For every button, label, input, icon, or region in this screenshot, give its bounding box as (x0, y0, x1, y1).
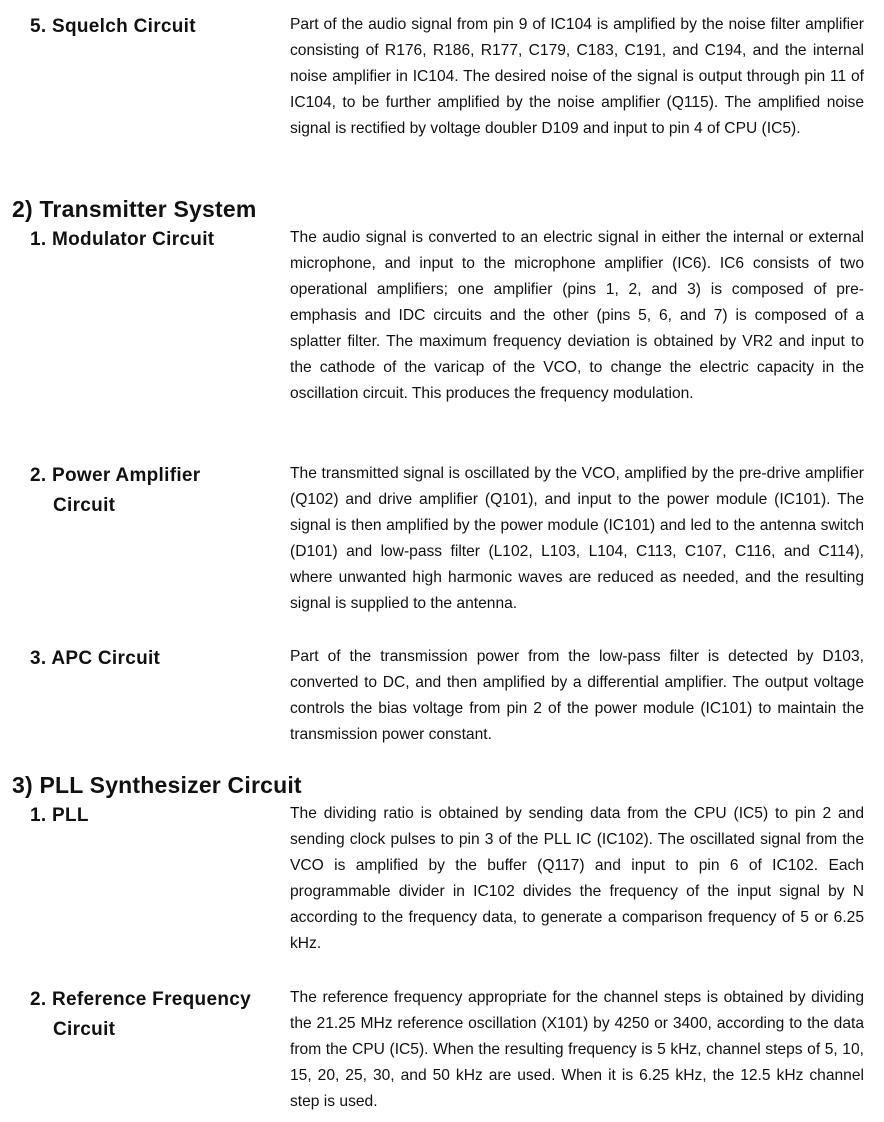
pll-label: 1. PLL (30, 805, 89, 826)
power-amplifier-circuit-label (30, 461, 280, 521)
apc-circuit-label: 3. APC Circuit (30, 648, 161, 669)
reference-frequency-label-line1: 2. Reference Frequency (30, 989, 251, 1010)
modulator-circuit-label: 1. Modulator Circuit (30, 229, 215, 250)
pll-synthesizer-heading: 3) PLL Synthesizer Circuit (12, 772, 302, 798)
power-amplifier-label-line2: Circuit (53, 495, 116, 516)
reference-frequency-circuit-label (30, 985, 280, 1045)
squelch-circuit-text: Part of the audio signal from pin 9 of IC104 is amplified by the noise filter amplifier consisting of R176, R186, R177, C179, C183, C191, and C194, and the internal noise amplifier in IC104. The desired noise of the signal is output through pin 11 of IC104, to be further amplified by the noise amplifier (Q115). The amplified noise signal is rectified by voltage doubler D109 and input to pin 4 of CPU (IC5). (290, 16, 864, 137)
power-amplifier-label-line1: 2. Power Amplifier (30, 465, 201, 486)
squelch-circuit-label: 5. Squelch Circuit (30, 16, 196, 37)
apc-circuit-text: Part of the transmission power from the low-pass filter is detected by D103, converted to DC, and then amplified by a differential amplifier. The output voltage controls the bias voltage from pin 2 of the power module (IC101) to maintain the transmission power constant. (290, 648, 864, 743)
modulator-circuit-text: The audio signal is converted to an electric signal in either the internal or external microphone, and input to the microphone amplifier (IC6). IC6 consists of two operational amplifiers; one amplifier (pins 1, 2, and 3) is composed of pre-emphasis and IDC circuits and the other (pins 5, 6, and 7) is composed of a splatter filter. The maximum frequency deviation is obtained by VR2 and input to the cathode of the varicap of the VCO, to change the electric capacity in the oscillation circuit. This produces the frequency modulation. (290, 229, 864, 402)
reference-frequency-circuit-text: The reference frequency appropriate for the channel steps is obtained by dividing the 21.25 MHz reference oscillation (X101) by 4250 or 3400, according to the data from the CPU (IC5). When the resulting frequency is 5 kHz, channel steps of 5, 10, 15, 20, 25, 30, and 50 kHz are used. When it is 6.25 kHz, the 12.5 kHz channel step is used. (290, 989, 864, 1110)
transmitter-system-heading: 2) Transmitter System (12, 196, 257, 222)
pll-text: The dividing ratio is obtained by sending data from the CPU (IC5) to pin 2 and sending clock pulses to pin 3 of the PLL IC (IC102). The oscillated signal from the VCO is amplified by the buffer (Q117) and input to pin 6 of IC102. Each programmable divider in IC102 divides the frequency of the input signal by N according to the frequency data, to generate a comparison frequency of 5 or 6.25 kHz. (290, 805, 864, 952)
reference-frequency-label-line2: Circuit (53, 1019, 116, 1040)
power-amplifier-circuit-text: The transmitted signal is oscillated by the VCO, amplified by the pre-drive amplifier (Q102) and drive amplifier (Q101), and input to the power module (IC101). The signal is then amplified by the power module (IC101) and led to the antenna switch (D101) and low-pass filter (L102, L103, L104, C113, C107, C116, and C114), where unwanted high harmonic waves are reduced as needed, and the resulting signal is supplied to the antenna. (290, 465, 864, 612)
